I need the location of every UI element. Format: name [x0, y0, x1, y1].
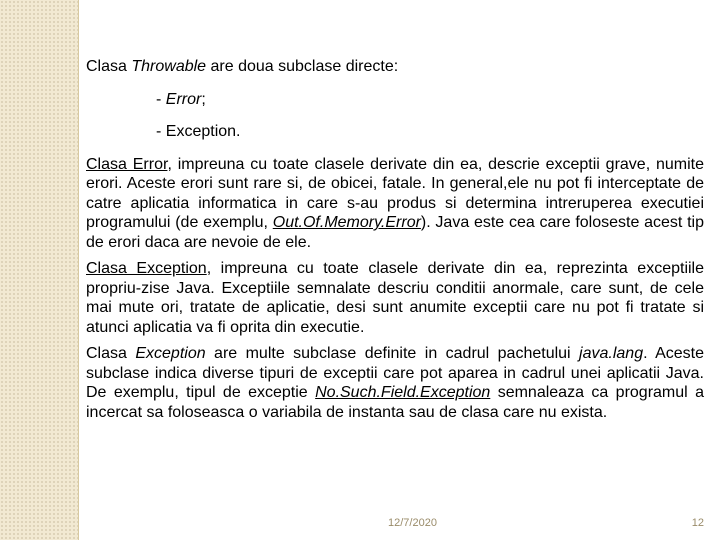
error-text: , impreuna cu toate clasele derivate din ea, descrie exceptii grave, numite erori. Aceste erori sunt rare si, de obicei, fatale. In general,ele nu pot fi interceptate de catre aplicatia informatica in care s-au produs si determina intreruperea executiei programului (de exemplu,: [86, 155, 705, 231]
bullet-dash: -: [156, 90, 166, 108]
error-paragraph: [86, 155, 704, 253]
intro-line: [86, 57, 704, 77]
punct: ;: [201, 90, 206, 108]
error-heading-link: Clasa Error: [86, 155, 168, 173]
intro-text: Clasa: [86, 58, 132, 75]
punct: .: [236, 123, 241, 140]
exception-term-italic: Exception: [135, 345, 206, 362]
no-such-field-exception-term: No.Such.Field.Exception: [315, 384, 491, 401]
intro-text-end: are doua subclase directe:: [206, 58, 399, 75]
exception-text: , impreuna cu toate clasele derivate din ea, reprezinta exceptiile propriu-zise Java. Exceptiile semnalate descriu conditii anormale, care sunt, de cele mai mute ori, tratate de aplicatie, desi sunt anumite exceptii care nu pot fi tratate si atunci aplicatia va fi oprita din executie.: [86, 260, 705, 336]
exception-heading-link: Clasa Exception: [86, 260, 207, 277]
subclasses-text: Clasa: [86, 345, 136, 362]
error-text-end: ). Java este cea care foloseste acest tip de erori daca are nevoie de ele.: [86, 214, 704, 251]
decorative-sidebar: [0, 0, 79, 540]
java-lang-term: java.lang: [579, 345, 644, 362]
subclass-error: [86, 90, 704, 110]
exception-term: Exception: [165, 123, 237, 140]
page-number: 12: [691, 517, 704, 529]
error-term: Error: [165, 90, 202, 108]
throwable-term: Throwable: [131, 58, 207, 75]
out-of-memory-error-term: Out.Of.Memory.Error: [272, 214, 421, 231]
bullet-dash: -: [156, 123, 166, 140]
slide-content: [86, 57, 704, 422]
subclass-exception: [86, 122, 704, 142]
exception-paragraph: [86, 259, 704, 337]
subclasses-text-4: semnaleaza ca programul a incercat sa foloseasca o variabila de instanta sau de clasa care nu exista.: [86, 384, 705, 421]
subclasses-paragraph: [86, 344, 704, 422]
subclasses-text-2: are multe subclase definite in cadrul pachetului: [205, 345, 580, 362]
footer-date: 12/7/2020: [388, 517, 437, 529]
subclasses-text-3: . Aceste subclase indica diverse tipuri de exceptii care pot aparea in cadrul unei aplicatii Java. De exemplu, tipul de exceptie: [86, 345, 705, 401]
